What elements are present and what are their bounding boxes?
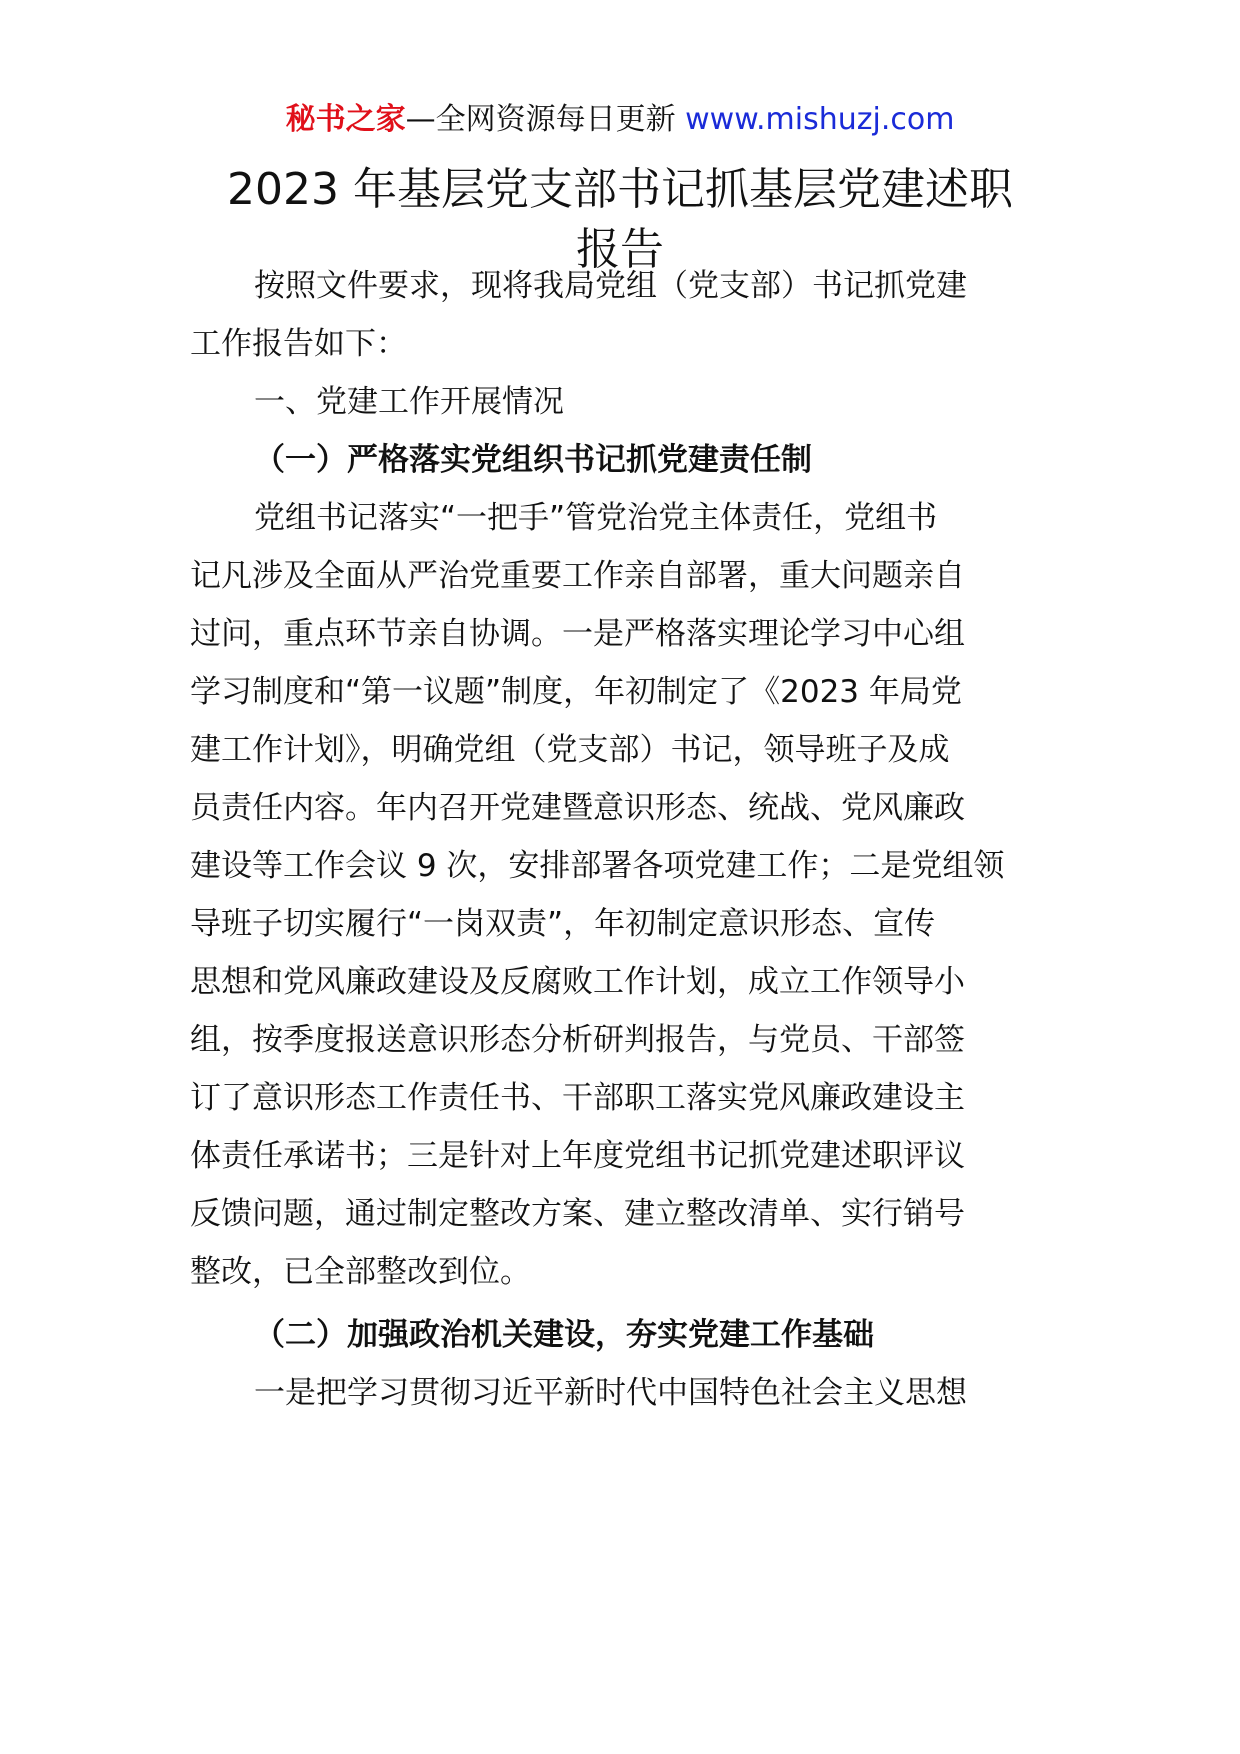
header-tagline: —全网资源每日更新 xyxy=(405,102,686,137)
paragraph-line: 思想和党风廉政建设及反腐败工作计划，成立工作领导小 xyxy=(190,964,965,1000)
paragraph-line: 组，按季度报送意识形态分析研判报告，与党员、干部签 xyxy=(190,1022,965,1058)
paragraph-line: 体责任承诺书；三是针对上年度党组书记抓党建述职评议 xyxy=(190,1138,965,1174)
document-title xyxy=(150,160,1090,280)
brand-name: 秘书之家 xyxy=(285,102,406,137)
title-line-2: 报告 xyxy=(576,224,664,275)
paragraph-line: 记凡涉及全面从严治党重要工作亲自部署，重大问题亲自 xyxy=(190,558,965,594)
paragraph-line: 导班子切实履行“一岗双责”，年初制定意识形态、宣传 xyxy=(190,906,936,942)
paragraph-line: 建设等工作会议 9 次，安排部署各项党建工作；二是党组领 xyxy=(190,848,1005,884)
paragraph-line: 一是把学习贯彻习近平新时代中国特色社会主义思想 xyxy=(254,1375,967,1411)
intro-line-2: 工作报告如下： xyxy=(190,326,407,362)
intro-line-1: 按照文件要求，现将我局党组（党支部）书记抓党建 xyxy=(254,268,967,304)
section-heading-1: 一、党建工作开展情况 xyxy=(254,384,564,420)
site-url-link[interactable]: www.mishuzj.com xyxy=(685,102,955,137)
paragraph-line: 过问，重点环节亲自协调。一是严格落实理论学习中心组 xyxy=(190,616,965,652)
subsection-heading-1: （一）严格落实党组织书记抓党建责任制 xyxy=(254,442,812,478)
subsection-heading-2: （二）加强政治机关建设，夯实党建工作基础 xyxy=(254,1317,874,1353)
paragraph-line: 订了意识形态工作责任书、干部职工落实党风廉政建设主 xyxy=(190,1080,965,1116)
paragraph-line: 学习制度和“第一议题”制度，年初制定了《2023 年局党 xyxy=(190,674,962,710)
site-header xyxy=(0,100,1240,140)
title-line-1: 2023 年基层党支部书记抓基层党建述职 xyxy=(227,164,1013,215)
paragraph-line: 反馈问题，通过制定整改方案、建立整改清单、实行销号 xyxy=(190,1196,965,1232)
paragraph-line: 建工作计划》，明确党组（党支部）书记，领导班子及成 xyxy=(190,732,950,768)
paragraph-line: 整改，已全部整改到位。 xyxy=(190,1254,531,1290)
paragraph-line: 党组书记落实“一把手”管党治党主体责任，党组书 xyxy=(254,500,938,536)
paragraph-line: 员责任内容。年内召开党建暨意识形态、统战、党风廉政 xyxy=(190,790,965,826)
